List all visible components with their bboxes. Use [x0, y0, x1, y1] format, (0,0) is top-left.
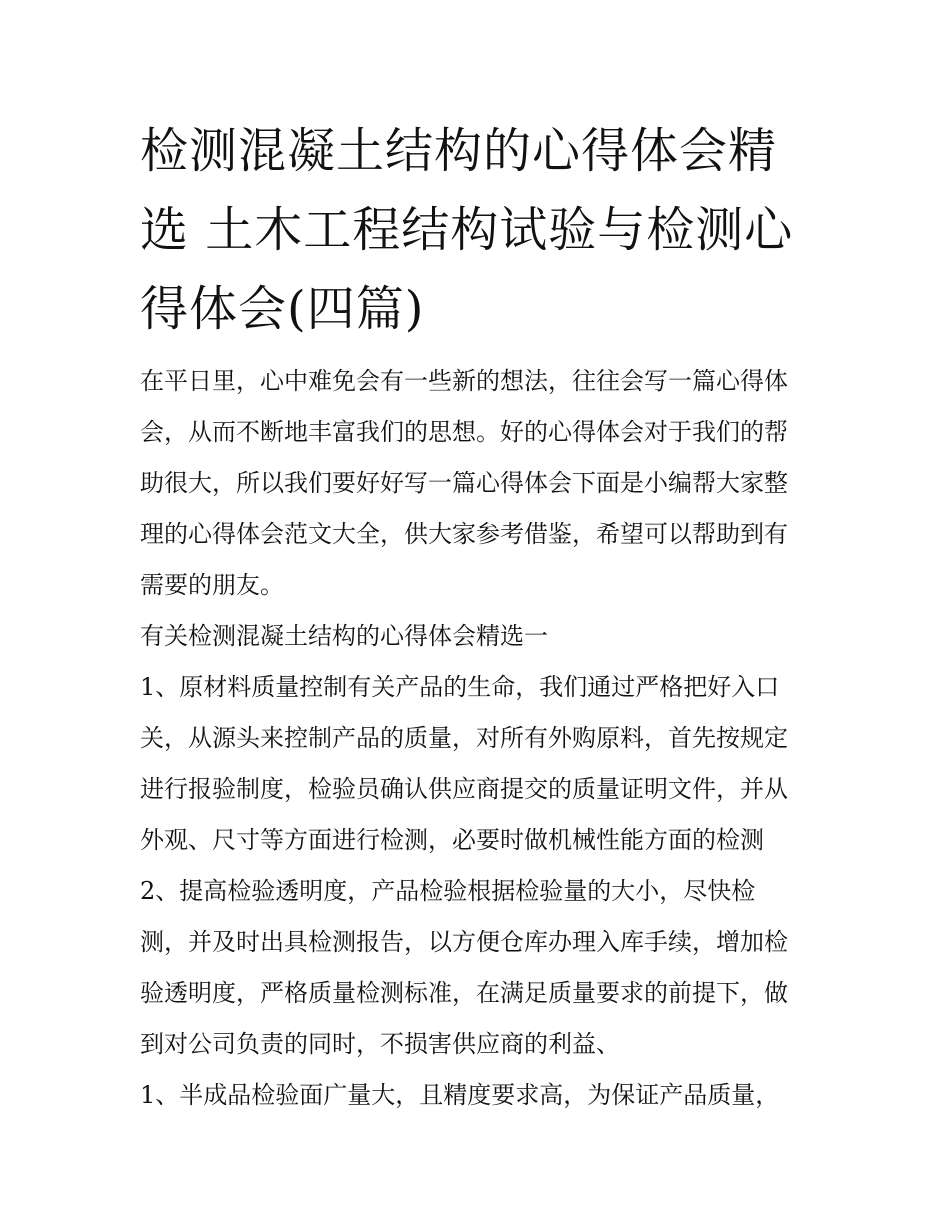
intro-line: 助很大，所以我们要好好写一篇心得体会下面是小编帮大家整: [140, 469, 788, 497]
paragraph-line: 进行报验制度，检验员确认供应商提交的质量证明文件，并从: [140, 775, 788, 803]
paragraph-line: 关，从源头来控制产品的质量，对所有外购原料，首先按规定: [140, 724, 788, 752]
paragraph-line: 外观、尺寸等方面进行检测，必要时做机械性能方面的检测: [140, 826, 764, 854]
title-line: 选 土木工程结构试验与检测心: [140, 202, 794, 258]
paragraph-line: 验透明度，严格质量检测标准，在满足质量要求的前提下，做: [140, 979, 788, 1007]
document-title: [140, 112, 820, 349]
title-line: 得体会(四篇): [140, 281, 425, 337]
paragraph-line: 1、原材料质量控制有关产品的生命，我们通过严格把好入口: [140, 673, 780, 701]
paragraph-line: 1、半成品检验面广量大，且精度要求高，为保证产品质量，: [140, 1081, 780, 1109]
document-body: [140, 356, 830, 1121]
paragraph-line: 到对公司负责的同时，不损害供应商的利益、: [140, 1030, 620, 1058]
intro-line: 需要的朋友。: [140, 571, 284, 599]
intro-line: 会，从而不断地丰富我们的思想。好的心得体会对于我们的帮: [140, 418, 788, 446]
intro-line: 理的心得体会范文大全，供大家参考借鉴，希望可以帮助到有: [140, 520, 788, 548]
intro-line: 在平日里，心中难免会有一些新的想法，往往会写一篇心得体: [140, 367, 788, 395]
title-line: 检测混凝土结构的心得体会精: [140, 123, 778, 179]
paragraph-line: 测，并及时出具检测报告，以方便仓库办理入库手续，增加检: [140, 928, 788, 956]
section-heading: 有关检测混凝土结构的心得体会精选一: [140, 622, 548, 650]
paragraph-line: 2、提高检验透明度，产品检验根据检验量的大小，尽快检: [140, 877, 756, 905]
